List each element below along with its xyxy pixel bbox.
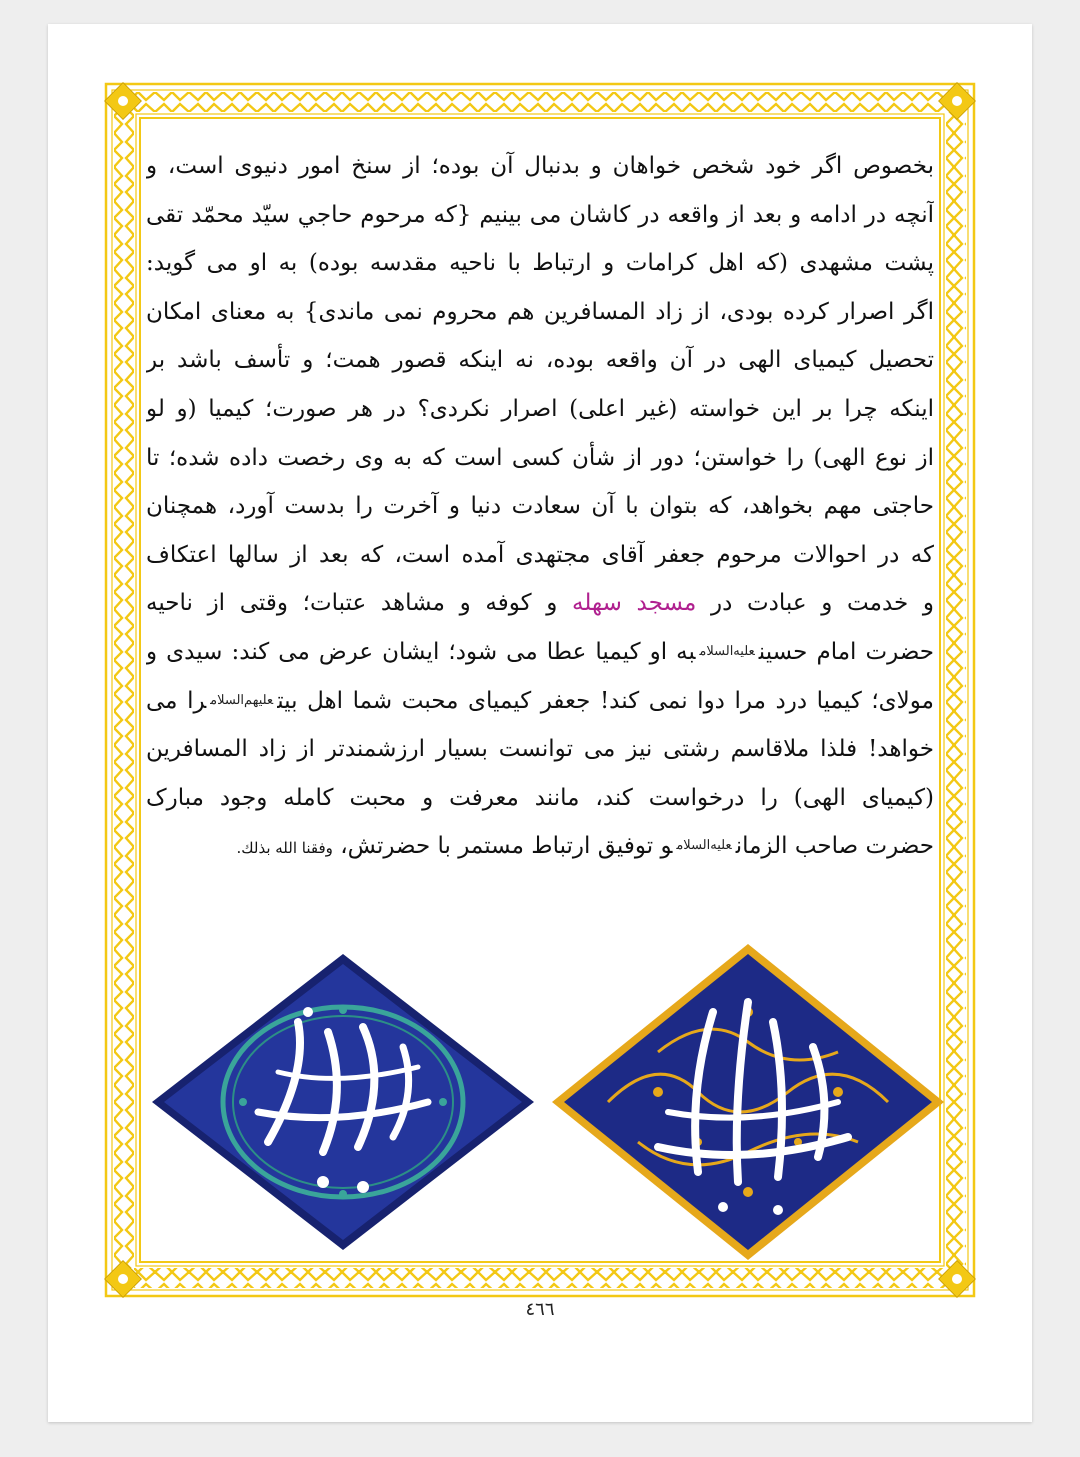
highlighted-place-name: مسجد سهله xyxy=(572,590,697,617)
text-line: حاجتی مهم بخواهد، که بتوان با آن سعادت دنیا و آخرت را بدست آورد، همچنان xyxy=(146,493,934,520)
honorific-glyph: علیهم‌السلام xyxy=(210,692,274,708)
text-fragment: حضرت امام حسین xyxy=(758,638,934,665)
text-fragment: مولای؛ کیمیا درد مرا دوا نمی کند! جعفر کیمیای محبت شما اهل بیت xyxy=(277,687,934,714)
text-fragment: و خدمت و عبادت در xyxy=(710,590,934,617)
text-line: خواهد! فلذا ملاقاسم رشتی نیز می توانست بسیار ارزشمندتر از زاد المسافرین xyxy=(146,736,934,763)
text-line xyxy=(146,628,934,677)
text-line: که در احوالات مرحوم جعفر آقای مجتهدی آمده است، که بعد از سالها اعتکاف xyxy=(146,541,934,568)
text-fragment: حضرت صاحب الزمان xyxy=(735,833,934,860)
document-page xyxy=(48,24,1032,1422)
text-line: تحصیل کیمیای الهی در آن واقعه بوده، نه اینکه قصور همت؛ و تأسف باشد بر xyxy=(146,347,934,374)
text-line: اینکه چرا بر این خواسته (غیر اعلی) اصرار نکردی؟ در هر صورت؛ کیمیا (و لو xyxy=(146,395,934,422)
body-text xyxy=(146,142,934,871)
text-line: از نوع الهی) را خواستن؛ دور از شأن کسی است که به وی رخصت داده شده؛ تا xyxy=(146,444,934,471)
text-fragment: را می xyxy=(146,687,207,714)
text-line: (کیمیای الهی) را درخواست کند، مانند معرفت و محبت کامله وجود مبارک xyxy=(146,784,934,811)
text-line xyxy=(146,579,934,628)
text-line: بخصوص اگر خود شخص خواهان و بدنبال آن بوده؛ از سنخ امور دنیوی است، و xyxy=(146,153,934,179)
honorific-glyph: علیه‌السلام xyxy=(676,838,732,854)
text-line xyxy=(146,822,934,871)
text-line: آنچه در ادامه و بعد از واقعه در کاشان می بینیم {که مرحوم حاجي سيّد محمّد تقی xyxy=(146,201,934,228)
honorific-glyph: علیه‌السلام xyxy=(699,643,755,659)
page-number: ٤٦٦ xyxy=(525,1299,555,1320)
text-fragment: و توفیق ارتباط مستمر با حضرتش، xyxy=(340,833,673,860)
prayer-phrase: وفقنا الله بذلك. xyxy=(236,839,333,858)
calligraphy-tile-left xyxy=(148,952,538,1252)
text-line: اگر اصرار کرده بودی، از زاد المسافرین هم محروم نمی ماندی} به معنای امکان xyxy=(146,298,934,325)
text-fragment: و کوفه و مشاهد عتبات؛ وقتی از ناحیه xyxy=(146,590,558,617)
text-line xyxy=(146,677,934,726)
text-line: پشت مشهدی (که اهل کرامات و ارتباط با ناحیه مقدسه بوده) به او می گوید: xyxy=(146,250,934,277)
calligraphy-tile-right xyxy=(548,942,948,1262)
text-fragment: به او کیمیا عطا می شود؛ ایشان عرض می کند: سیدی و xyxy=(146,638,696,665)
